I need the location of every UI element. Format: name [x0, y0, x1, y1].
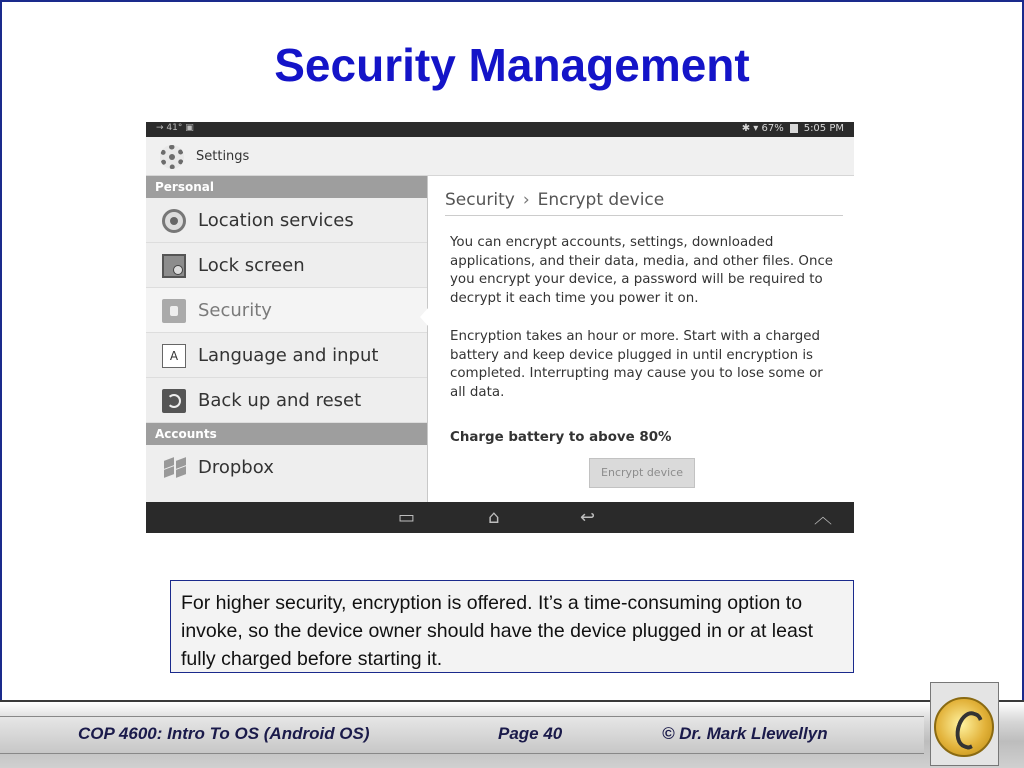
chevron-right-icon: › [522, 190, 530, 210]
lock-icon [162, 299, 186, 323]
sidebar-item-dropbox[interactable] [146, 445, 427, 490]
action-bar [146, 137, 854, 176]
location-icon [162, 209, 186, 233]
home-icon[interactable]: ⌂ [488, 507, 500, 528]
backup-icon [162, 389, 186, 413]
footer-author: © Dr. Mark Llewellyn [662, 724, 828, 743]
language-icon: A [162, 344, 186, 368]
encrypt-device-panel [429, 176, 854, 502]
sidebar-item-label: Security [198, 299, 272, 321]
pegasus-logo-icon [934, 697, 994, 757]
sidebar-item-lock-screen[interactable] [146, 243, 427, 288]
sidebar-item-label: Back up and reset [198, 389, 362, 411]
status-right [742, 123, 844, 134]
status-bar [146, 122, 854, 137]
battery-icon [790, 124, 798, 133]
recents-icon[interactable]: ▭ [398, 507, 416, 528]
sidebar-item-security[interactable] [146, 288, 427, 333]
breadcrumb-current: Encrypt device [537, 190, 665, 210]
section-header-accounts: Accounts [146, 423, 427, 445]
android-settings-screenshot [146, 122, 854, 533]
status-icons: ✱ ▾ 67% [741, 123, 784, 134]
slide-caption: For higher security, encryption is offered. It’s a time-consuming option to invoke, so the device owner should have the device plugged in or at least fully charged before starting it. [170, 580, 854, 673]
lock-screen-icon [162, 254, 186, 278]
section-header-personal: Personal [146, 176, 427, 198]
sidebar-item-back-up-and-reset[interactable] [146, 378, 427, 423]
dropbox-icon [162, 456, 186, 480]
sidebar-item-label: Location services [198, 209, 354, 231]
battery-requirement: Charge battery to above 80% [450, 430, 672, 445]
navigation-bar [146, 502, 854, 533]
breadcrumb [445, 190, 843, 216]
sidebar-item-label: Language and input [198, 344, 379, 366]
back-icon[interactable]: ↩ [580, 507, 596, 528]
footer-course: COP 4600: Intro To OS (Android OS) [78, 724, 370, 743]
selection-pointer [420, 307, 429, 327]
settings-gear-icon[interactable] [160, 145, 184, 169]
footer-page-number: Page 40 [498, 724, 563, 743]
encrypt-description: You can encrypt accounts, settings, downloaded applications, and their data, media, and other files. Once you encrypt your device, a password will be required to decrypt it each time you power it on. [450, 235, 834, 306]
settings-sidebar [146, 176, 428, 502]
encrypt-device-button[interactable]: Encrypt device [589, 458, 695, 488]
sidebar-item-label: Lock screen [198, 254, 305, 276]
encrypt-warning-text: Encryption takes an hour or more. Start with a charged battery and keep device plugged in until encryption is completed. Interrupting may cause you to lose some or all data. [450, 329, 823, 400]
sidebar-item-location-services[interactable] [146, 198, 427, 243]
breadcrumb-parent[interactable]: Security [445, 190, 515, 210]
sidebar-item-language-and-input[interactable] [146, 333, 427, 378]
chevron-up-icon[interactable]: ︿ [814, 507, 832, 528]
status-notifications: → 41° ▣ [156, 123, 194, 133]
sidebar-item-label: Dropbox [198, 457, 274, 478]
action-bar-title: Settings [196, 149, 250, 164]
slide-title: Security Management [274, 39, 750, 91]
status-time: 5:05 PM [803, 123, 844, 134]
